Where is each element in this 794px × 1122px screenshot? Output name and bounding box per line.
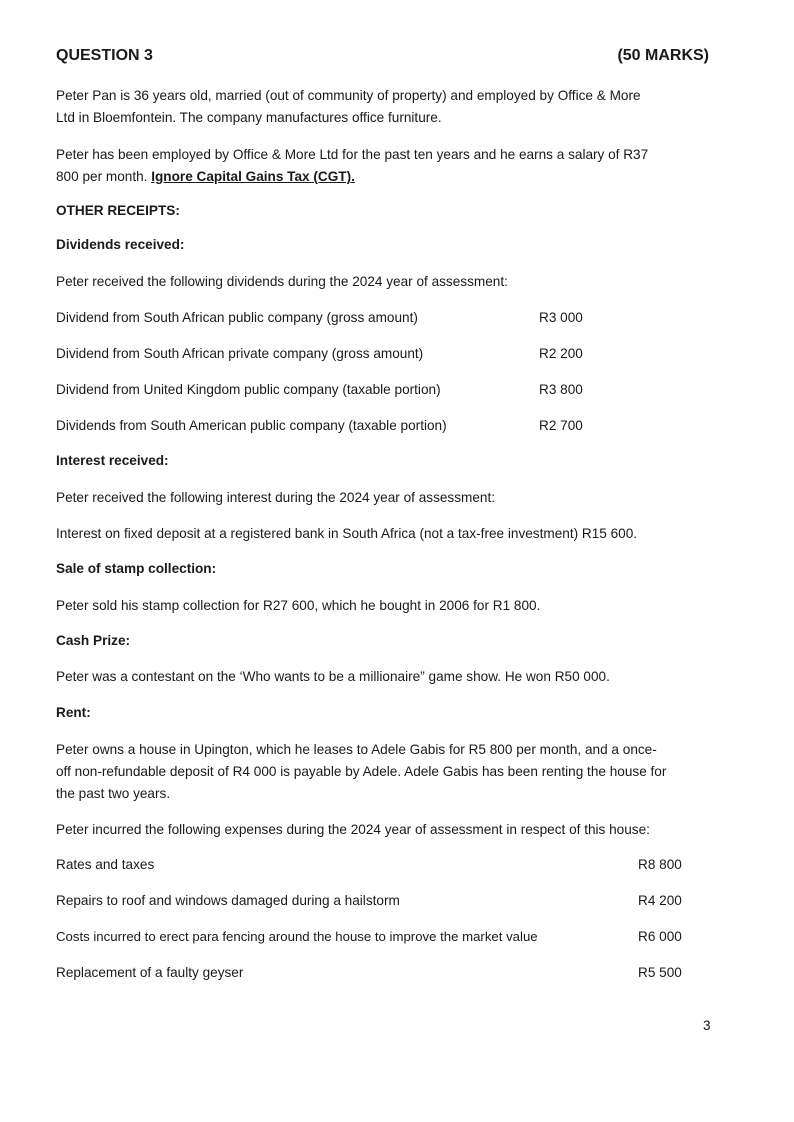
rent-line: Peter owns a house in Upington, which he leases to Adele Gabis for R5 800 per month, and a once-: [56, 742, 657, 757]
prize-heading: Cash Prize:: [56, 633, 131, 648]
rent-line: the past two years.: [56, 786, 171, 801]
expense-amount: R6 000: [638, 929, 682, 944]
dividend-label: Dividends from South American public company (taxable portion): [56, 418, 447, 433]
question-title: QUESTION 3: [56, 47, 153, 64]
dividend-label: Dividend from South African private company (gross amount): [56, 346, 424, 361]
intro-line: [56, 168, 355, 186]
prize-detail: Peter was a contestant on the ‘Who wants to be a millionaire” game show. He won R50 000.: [56, 669, 610, 684]
rent-line: off non-refundable deposit of R4 000 is payable by Adele. Adele Gabis has been renting the house for: [56, 764, 667, 779]
stamps-heading: Sale of stamp collection:: [56, 561, 217, 576]
dividends-intro: Peter received the following dividends during the 2024 year of assessment:: [56, 274, 508, 289]
rent-heading: Rent:: [56, 705, 91, 720]
dividend-amount: R2 200: [539, 346, 583, 361]
interest-intro: Peter received the following interest during the 2024 year of assessment:: [56, 490, 496, 505]
intro-line: Peter has been employed by Office & More Ltd for the past ten years and he earns a salary of R37: [56, 147, 649, 162]
dividends-heading: Dividends received:: [56, 237, 185, 252]
interest-heading: Interest received:: [56, 453, 169, 468]
dividend-amount: R2 700: [539, 418, 583, 433]
expense-amount: R4 200: [638, 893, 682, 908]
other-receipts-heading: OTHER RECEIPTS:: [56, 203, 180, 218]
expense-label: Costs incurred to erect para fencing around the house to improve the market value: [56, 929, 538, 944]
expense-label: Repairs to roof and windows damaged during a hailstorm: [56, 893, 400, 908]
expense-amount: R8 800: [638, 857, 682, 872]
intro-line: Peter Pan is 36 years old, married (out of community of property) and employed by Office & More: [56, 88, 641, 103]
marks: (50 MARKS): [617, 47, 709, 64]
intro-line-text: 800 per month.: [56, 169, 152, 184]
expenses-intro: Peter incurred the following expenses during the 2024 year of assessment in respect of this house:: [56, 822, 650, 837]
expense-label: Replacement of a faulty geyser: [56, 965, 244, 980]
dividend-label: Dividend from South African public company (gross amount): [56, 310, 418, 325]
dividend-label: Dividend from United Kingdom public company (taxable portion): [56, 382, 441, 397]
expense-label: Rates and taxes: [56, 857, 155, 872]
dividend-amount: R3 800: [539, 382, 583, 397]
page-number: 3: [703, 1018, 711, 1033]
stamps-detail: Peter sold his stamp collection for R27 600, which he bought in 2006 for R1 800.: [56, 598, 541, 613]
intro-line: Ltd in Bloemfontein. The company manufactures office furniture.: [56, 110, 442, 125]
interest-detail: Interest on fixed deposit at a registered bank in South Africa (not a tax-free investment) R15 600.: [56, 526, 638, 541]
expense-amount: R5 500: [638, 965, 682, 980]
dividend-amount: R3 000: [539, 310, 583, 325]
cgt-note: Ignore Capital Gains Tax (CGT).: [151, 169, 355, 184]
